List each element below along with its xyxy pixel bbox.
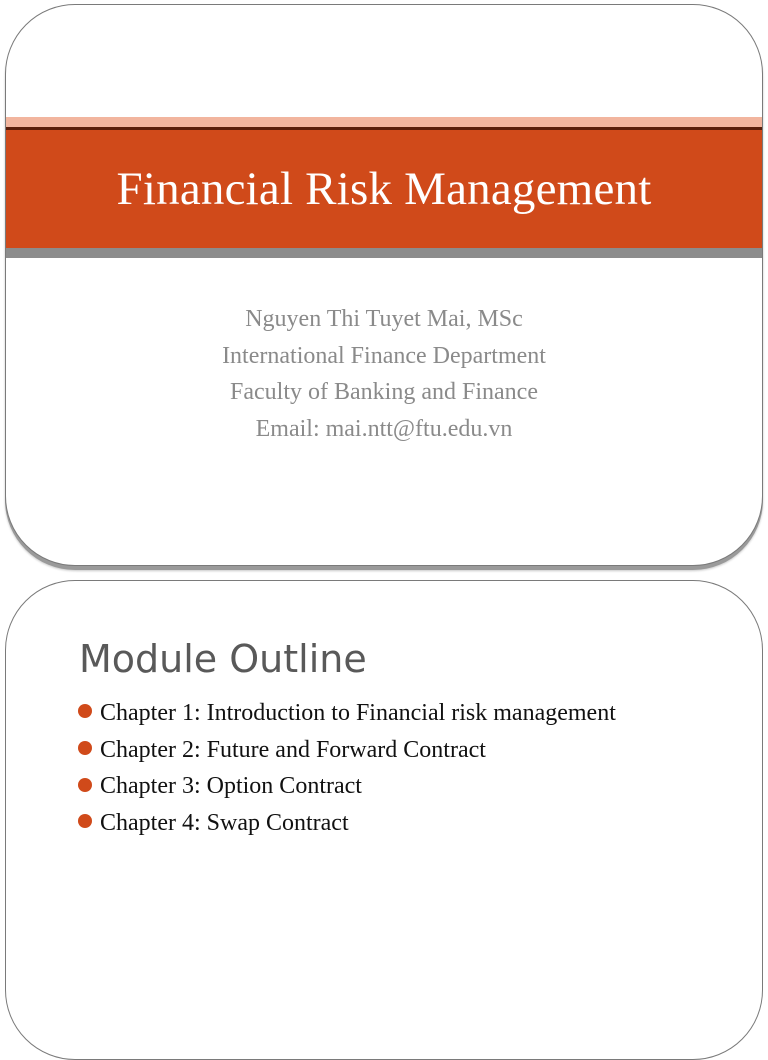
presenter-faculty: Faculty of Banking and Finance bbox=[230, 379, 538, 405]
list-item-label: Chapter 2: Future and Forward Contract bbox=[100, 736, 486, 763]
bullet-dot-icon bbox=[78, 814, 92, 828]
list-item-label: Chapter 3: Option Contract bbox=[100, 773, 362, 800]
list-item bbox=[78, 695, 616, 732]
banner-bottom-stripe bbox=[6, 248, 762, 258]
banner-top-stripe bbox=[6, 117, 762, 127]
presenter-email: Email: mai.ntt@ftu.edu.vn bbox=[255, 415, 513, 442]
banner-main bbox=[6, 130, 762, 248]
list-item bbox=[78, 805, 616, 842]
title-slide bbox=[5, 4, 763, 566]
outline-slide bbox=[5, 580, 763, 1060]
bullet-dot-icon bbox=[78, 704, 92, 718]
presentation-title: Financial Risk Management bbox=[116, 163, 652, 215]
presenter-name: Nguyen Thi Tuyet Mai, MSc bbox=[245, 306, 523, 332]
title-banner bbox=[6, 117, 762, 258]
list-item bbox=[78, 768, 616, 805]
outline-list bbox=[78, 695, 616, 842]
outline-title: Module Outline bbox=[79, 637, 367, 681]
list-item-label: Chapter 4: Swap Contract bbox=[100, 810, 349, 837]
presenter-info bbox=[6, 301, 762, 447]
list-item bbox=[78, 732, 616, 769]
list-item-label: Chapter 1: Introduction to Financial risk management bbox=[100, 700, 616, 726]
bullet-dot-icon bbox=[78, 778, 92, 792]
presenter-department: International Finance Department bbox=[222, 342, 546, 369]
bullet-dot-icon bbox=[78, 741, 92, 755]
